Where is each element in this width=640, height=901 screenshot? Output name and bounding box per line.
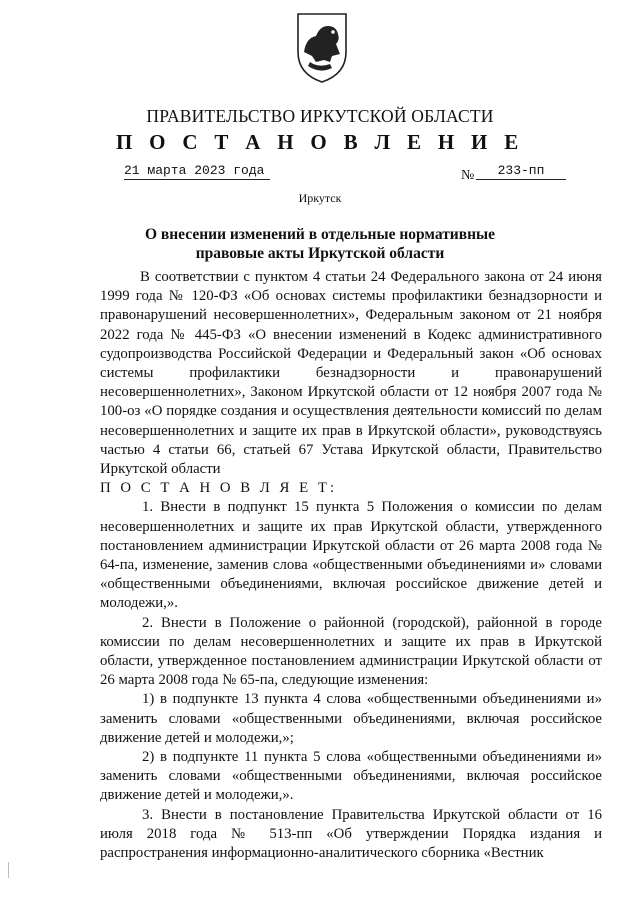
decree-number: 233-пп bbox=[476, 163, 566, 180]
number-sign: № bbox=[461, 168, 475, 183]
scan-margin-mark bbox=[8, 862, 9, 878]
subparagraph-item-2-2: 2) в подпункте 11 пункта 5 слова «общественными объединениями и» заменить словами «общественными объединениями, включая российское движение детей и молодежи,». bbox=[100, 749, 602, 804]
decree-date: 21 марта 2023 года bbox=[124, 163, 270, 180]
resolves-heading: П О С Т А Н О В Л Я Е Т: bbox=[100, 480, 337, 497]
paragraph-item-2: 2. Внести в Положение о районной (городской), районной в городе комиссии по делам несовершеннолетних и защите их прав в Иркутской области, утвержденное постановлением администрации Иркутской области от 26 марта 2008 года № 65-па, следующие изменения: bbox=[100, 614, 602, 689]
document-subject: О внесении изменений в отдельные нормативные правовые акты Иркутской области bbox=[144, 226, 496, 262]
paragraph-item-1: 1. Внести в подпункт 15 пункта 5 Положения о комиссии по делам несовершеннолетних и защите их прав Иркутской области, утвержденного постановлением администрации Иркутской области от 26 марта 2008 года № 64-па, изменение, заменив слова «общественными объединениями и» словами «общественными объединениями, включая российское движение детей и молодежи,». bbox=[100, 499, 602, 612]
subparagraph-item-2-1: 1) в подпункте 13 пункта 4 слова «общественными объединениями и» заменить словами «общественными объединениями, включая российское движение детей и молодежи,»; bbox=[100, 691, 602, 746]
preamble-paragraph: В соответствии с пунктом 4 статьи 24 Федерального закона от 24 июня 1999 года № 120-ФЗ «Об основах системы профилактики безнадзорности и правонарушений несовершеннолетних», Федеральным законом от 21 ноября 2022 года № 445-ФЗ «О внесении изменений в Кодекс административного судопроизводства Российской Федерации и Федеральный закон «Об основах системы профилактики безнадзорности и правонарушений несовершеннолетних», Законом Иркутской области от 12 ноября 2007 года № 100-оз «О порядке создания и осуществления деятельности комиссий по делам несовершеннолетних и защите их прав в Иркутской области», руководствуясь частью 4 статьи 66, статьей 67 Устава Иркутской области, Правительство Иркутской области bbox=[100, 269, 602, 478]
government-title: ПРАВИТЕЛЬСТВО ИРКУТСКОЙ ОБЛАСТИ bbox=[146, 106, 494, 126]
document-body bbox=[100, 268, 602, 863]
document-type-title: П О С Т А Н О В Л Е Н И Е bbox=[115, 130, 524, 154]
irkutsk-babr-emblem-icon bbox=[296, 12, 348, 84]
paragraph-item-3: 3. Внести в постановление Правительства Иркутской области от 16 июля 2018 года № 513-пп «Об утверждении Порядка издания и распространения информационно-аналитического сборника «Вестник bbox=[100, 806, 602, 862]
city-name: Иркутск bbox=[298, 191, 342, 205]
